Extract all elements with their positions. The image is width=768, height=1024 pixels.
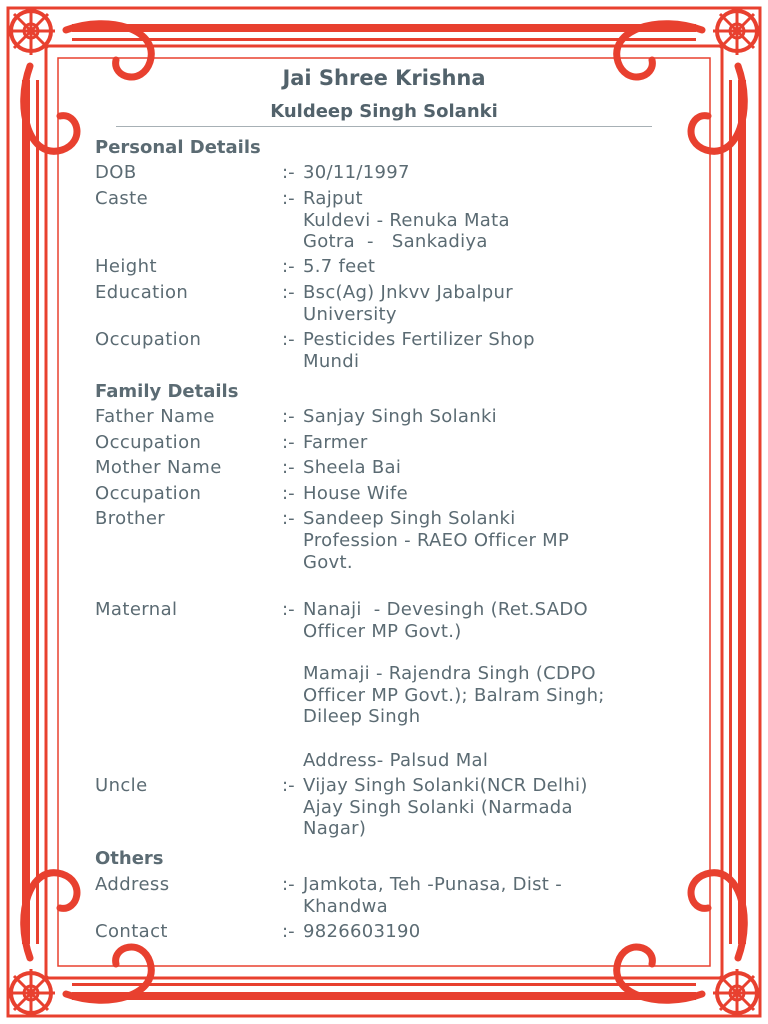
separator: :-	[282, 508, 295, 529]
field-label-mother-occupation: Occupation	[95, 483, 202, 504]
field-value-brother: Sandeep Singh Solanki	[303, 508, 516, 529]
field-label-father-occupation: Occupation	[95, 432, 202, 453]
separator: :-	[282, 599, 295, 620]
separator: :-	[282, 188, 295, 209]
field-value-father-occupation: Farmer	[303, 432, 368, 453]
separator: :-	[282, 406, 295, 427]
field-label-contact: Contact	[95, 921, 168, 942]
person-name: Kuldeep Singh Solanki	[270, 101, 498, 122]
field-value-father: Sanjay Singh Solanki	[303, 406, 497, 427]
field-label-occupation: Occupation	[95, 329, 202, 350]
field-value-address: Jamkota, Teh -Punasa, Dist -	[303, 874, 562, 895]
divider	[116, 126, 652, 127]
field-label-education: Education	[95, 282, 189, 303]
field-label-dob: DOB	[95, 162, 137, 183]
field-label-height: Height	[95, 256, 157, 277]
field-value-education: Bsc(Ag) Jnkvv Jabalpur	[303, 282, 513, 303]
field-value-education-cont: University	[303, 304, 397, 325]
separator: :-	[282, 457, 295, 478]
field-value-mamaji-cont: Officer MP Govt.); Balram Singh;	[303, 685, 605, 706]
page-title: Jai Shree Krishna	[282, 66, 486, 90]
field-value-brother-profession: Profession - RAEO Officer MP	[303, 530, 570, 551]
field-label-uncle: Uncle	[95, 775, 148, 796]
separator: :-	[282, 921, 295, 942]
field-value-maternal-address: Address- Palsud Mal	[303, 750, 489, 771]
field-value-contact: 9826603190	[303, 921, 421, 942]
separator: :-	[282, 282, 295, 303]
field-value-height: 5.7 feet	[303, 256, 376, 277]
separator: :-	[282, 162, 295, 183]
separator: :-	[282, 256, 295, 277]
field-value-uncle: Vijay Singh Solanki(NCR Delhi)	[303, 775, 588, 796]
field-value-gotra: Gotra - Sankadiya	[303, 231, 488, 252]
field-value-occupation: Pesticides Fertilizer Shop	[303, 329, 535, 350]
field-value-dob: 30/11/1997	[303, 162, 410, 183]
field-value-nanaji-cont: Officer MP Govt.)	[303, 621, 462, 642]
field-value-mother: Sheela Bai	[303, 457, 402, 478]
field-value-mamaji: Mamaji - Rajendra Singh (CDPO	[303, 663, 596, 684]
section-heading-family: Family Details	[95, 381, 239, 402]
field-label-address: Address	[95, 874, 170, 895]
field-value-uncle-2-cont: Nagar)	[303, 818, 367, 839]
section-heading-personal: Personal Details	[95, 137, 261, 158]
section-heading-others: Others	[95, 848, 164, 869]
field-value-address-cont: Khandwa	[303, 896, 388, 917]
field-value-mamaji-cont2: Dileep Singh	[303, 706, 421, 727]
separator: :-	[282, 329, 295, 350]
field-label-brother: Brother	[95, 508, 166, 529]
field-value-caste: Rajput	[303, 188, 363, 209]
field-value-brother-profession-cont: Govt.	[303, 552, 353, 573]
separator: :-	[282, 775, 295, 796]
field-value-kuldevi: Kuldevi - Renuka Mata	[303, 210, 510, 231]
separator: :-	[282, 432, 295, 453]
separator: :-	[282, 874, 295, 895]
field-value-occupation-cont: Mundi	[303, 351, 360, 372]
field-label-father: Father Name	[95, 406, 215, 427]
field-value-uncle-2: Ajay Singh Solanki (Narmada	[303, 797, 573, 818]
field-label-maternal: Maternal	[95, 599, 178, 620]
field-value-mother-occupation: House Wife	[303, 483, 408, 504]
separator: :-	[282, 483, 295, 504]
field-value-nanaji: Nanaji - Devesingh (Ret.SADO	[303, 599, 588, 620]
field-label-caste: Caste	[95, 188, 149, 209]
field-label-mother: Mother Name	[95, 457, 222, 478]
